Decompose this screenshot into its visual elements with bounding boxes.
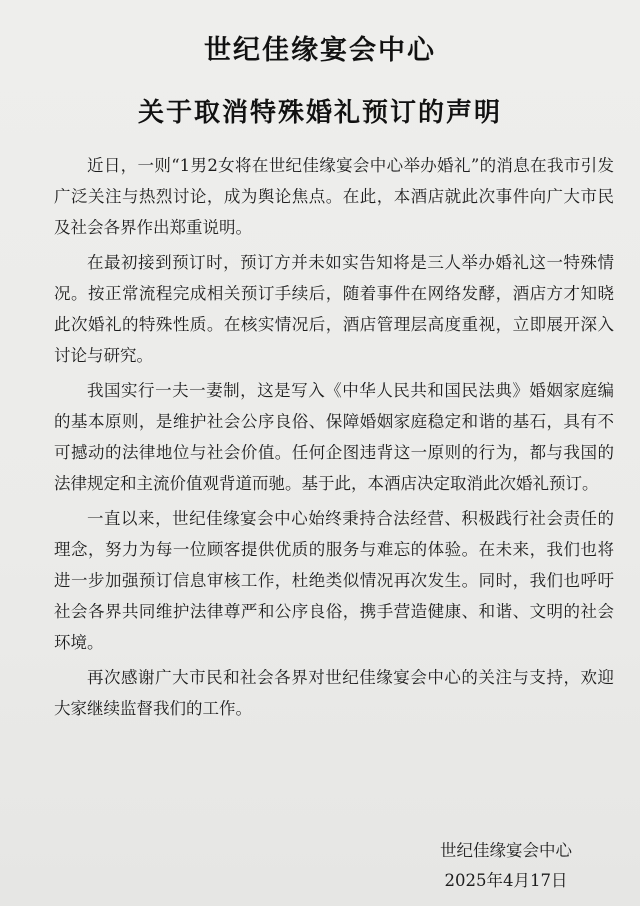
signature-date: 2025年4月17日	[444, 871, 568, 890]
paragraph-2: 在最初接到预订时，预订方并未如实告知将是三人举办婚礼这一特殊情况。按正常流程完成相关预订手续后，随着事件在网络发酵，酒店方才知晓此次婚礼的特殊性质。在核实情况后，酒店管理层高度重视，立即展开深入讨论与研究。	[54, 253, 614, 365]
signature-organization: 世纪佳缘宴会中心	[440, 841, 572, 860]
paragraph-3: 我国实行一夫一妻制，这是写入《中华人民共和国民法典》婚姻家庭编的基本原则，是维护社会公序良俗、保障婚姻家庭稳定和谐的基石，具有不可撼动的法律地位与社会价值。任何企图违背这一原则的行为，都与我国的法律规定和主流价值观背道而驰。基于此，本酒店决定取消此次婚礼预订。	[54, 381, 614, 493]
document-title: 世纪佳缘宴会中心	[204, 35, 436, 66]
document-body	[54, 150, 614, 728]
paragraph-1: 近日，一则“1男2女将在世纪佳缘宴会中心举办婚礼”的消息在我市引发广泛关注与热烈讨论，成为舆论焦点。在此，本酒店就此次事件向广大市民及社会各界作出郑重说明。	[54, 156, 614, 237]
paragraph-5: 再次感谢广大市民和社会各界对世纪佳缘宴会中心的关注与支持，欢迎大家继续监督我们的工作。	[54, 668, 614, 718]
document-subtitle: 关于取消特殊婚礼预订的声明	[137, 98, 502, 128]
paragraph-4: 一直以来，世纪佳缘宴会中心始终秉持合法经营、积极践行社会责任的理念，努力为每一位顾客提供优质的服务与难忘的体验。在未来，我们也将进一步加强预订信息审核工作，杜绝类似情况再次发生。同时，我们也呼吁社会各界共同维护法律尊严和公序良俗，携手营造健康、和谐、文明的社会环境。	[54, 509, 614, 652]
